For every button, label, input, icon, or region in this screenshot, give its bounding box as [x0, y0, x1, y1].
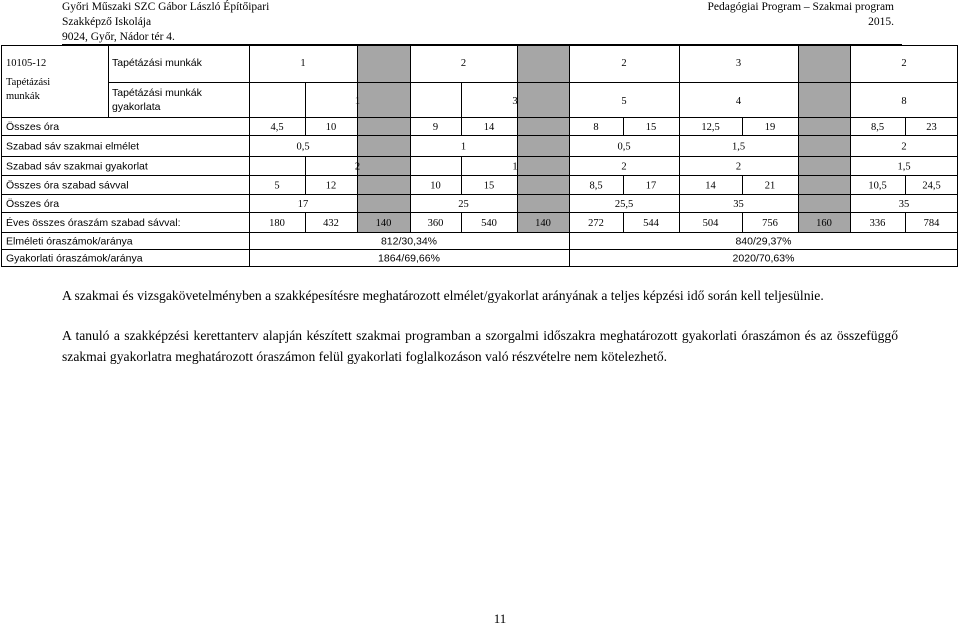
row-label: Összes óra szabad sávval — [6, 179, 129, 192]
table-cell-value: 15 — [645, 122, 657, 133]
table-cell-value: 432 — [323, 218, 339, 229]
table-cell-value: 8,5 — [589, 180, 603, 192]
table-cell-value: 2 — [901, 141, 907, 153]
table-cell-value: 180 — [269, 218, 285, 229]
header-school-line-3: 9024, Győr, Nádor tér 4. — [62, 31, 175, 43]
table-cell-value: 272 — [588, 218, 604, 229]
row-label: Éves összes óraszám szabad sávval: — [6, 217, 181, 229]
table-cell-value: 1 — [512, 161, 518, 173]
table-cell-value: 14 — [483, 122, 495, 133]
table-cell-value: 3 — [735, 58, 742, 69]
table-cell-value: 17 — [297, 199, 309, 210]
table-cell-value: 1 — [460, 141, 467, 153]
table-cell-value: 3 — [512, 96, 518, 107]
module-code: 10105-12 — [6, 58, 47, 69]
row-label: Tapétázási munkák — [112, 57, 202, 69]
table-cell-value: 10 — [430, 180, 441, 192]
table-cell-value: 8 — [901, 96, 907, 107]
table-cell-value: 10 — [325, 122, 337, 133]
table-cell-value: 1 — [300, 58, 306, 69]
table-cell-value: 2 — [621, 58, 627, 69]
table-cell-value: 2 — [460, 58, 467, 69]
header-program-line-2: 2015. — [868, 16, 894, 28]
table-cell-value: 4 — [735, 96, 742, 107]
row-label: Szabad sáv szakmai gyakorlat — [6, 160, 148, 173]
table-cell-value: 2 — [901, 58, 907, 69]
table-cell-value: 2020/70,63% — [732, 252, 795, 265]
table-cell-value: 2 — [354, 161, 361, 173]
row-label: Tapétázási munkák — [112, 87, 202, 99]
shaded-column — [798, 45, 850, 232]
table-cell-value: 544 — [643, 218, 659, 229]
hours-table — [0, 0, 960, 280]
row-label: Szabad sáv szakmai elmélet — [6, 140, 140, 153]
table-cell-value: 0,5 — [617, 141, 631, 153]
row-label: Elméleti óraszámok/aránya — [6, 235, 133, 248]
row-label: Gyakorlati óraszámok/aránya — [6, 252, 143, 265]
module-name-line: Tapétázási — [6, 77, 51, 88]
table-cell-value: 812/30,34% — [380, 235, 438, 248]
table-cell-value: 2 — [735, 161, 742, 173]
table-cell-value: 25,5 — [614, 199, 634, 210]
table-cell-value: 12,5 — [701, 122, 720, 133]
table-cell-value: 0,5 — [296, 141, 310, 153]
table-cell-value: 21 — [764, 180, 776, 192]
table-cell-value: 8 — [593, 122, 599, 133]
table-cell-value: 5 — [621, 96, 627, 107]
table-cell-value: 1,5 — [897, 161, 911, 173]
table-cell-value: 9 — [432, 122, 439, 133]
shaded-column — [354, 45, 410, 232]
table-cell-value: 540 — [481, 218, 497, 229]
table-cell-value: 35 — [898, 199, 910, 210]
header-school-line-1: Győri Műszaki SZC Gábor László Építőipari — [62, 1, 270, 13]
table-cell-value: 35 — [733, 199, 744, 210]
module-name-line: munkák — [6, 91, 40, 102]
table-cell-value: 10,5 — [868, 180, 887, 192]
table-cell-value: 756 — [762, 218, 778, 229]
table-cell-value: 140 — [375, 218, 392, 229]
header-school-line-2: Szakképző Iskolája — [62, 16, 152, 28]
shaded-column — [517, 45, 569, 232]
table-cell-value: 23 — [926, 122, 937, 133]
table-cell-value: 4,5 — [270, 122, 284, 133]
row-label: Összes óra — [6, 198, 60, 210]
table-cell-value: 14 — [705, 180, 716, 192]
table-cell-value: 360 — [427, 218, 444, 229]
table-cell-value: 160 — [816, 218, 832, 229]
table-cell-value: 140 — [535, 218, 551, 229]
table-cell-value: 25 — [458, 199, 469, 210]
paragraph-ratio: A szakmai és vizsgakövetelményben a szakképesítésre meghatározott elmélet/gyakorlat arányának a teljes képzési idő során kell teljesülnie. — [62, 288, 824, 303]
page-number: 11 — [493, 611, 507, 626]
header-program-line-1: Pedagógiai Program – Szakmai program — [707, 1, 894, 13]
table-cell-value: 15 — [483, 180, 495, 192]
table-cell-value: 8,5 — [870, 122, 885, 133]
table-cell-value: 504 — [702, 218, 719, 229]
table-cell-value: 336 — [869, 218, 886, 229]
row-label: gyakorlata — [112, 101, 161, 113]
table-cell-value: 24,5 — [922, 180, 941, 192]
table-cell-value: 19 — [764, 122, 776, 133]
table-cell-value: 17 — [645, 180, 657, 192]
row-label: Összes óra — [6, 121, 60, 133]
paragraph-attendance: A tanuló a szakképzési kerettanterv alapján készített szakmai programban a szorgalmi időszakra meghatározott gyakorlati óraszámon és az összefüggő szakmai gyakorlatra meghatározott óraszámon felül gyakorlati foglalkozáson való részvételre nem kötelezhető. — [62, 328, 898, 364]
table-cell-value: 1864/69,66% — [378, 252, 440, 265]
table-cell-value: 5 — [274, 180, 280, 192]
table-cell-value: 12 — [325, 180, 337, 192]
table-cell-value: 2 — [621, 161, 627, 173]
table-cell-value: 784 — [923, 218, 940, 229]
table-cell-value: 1 — [354, 96, 361, 107]
table-cell-value: 1,5 — [731, 141, 746, 153]
table-cell-value: 840/29,37% — [735, 235, 792, 248]
